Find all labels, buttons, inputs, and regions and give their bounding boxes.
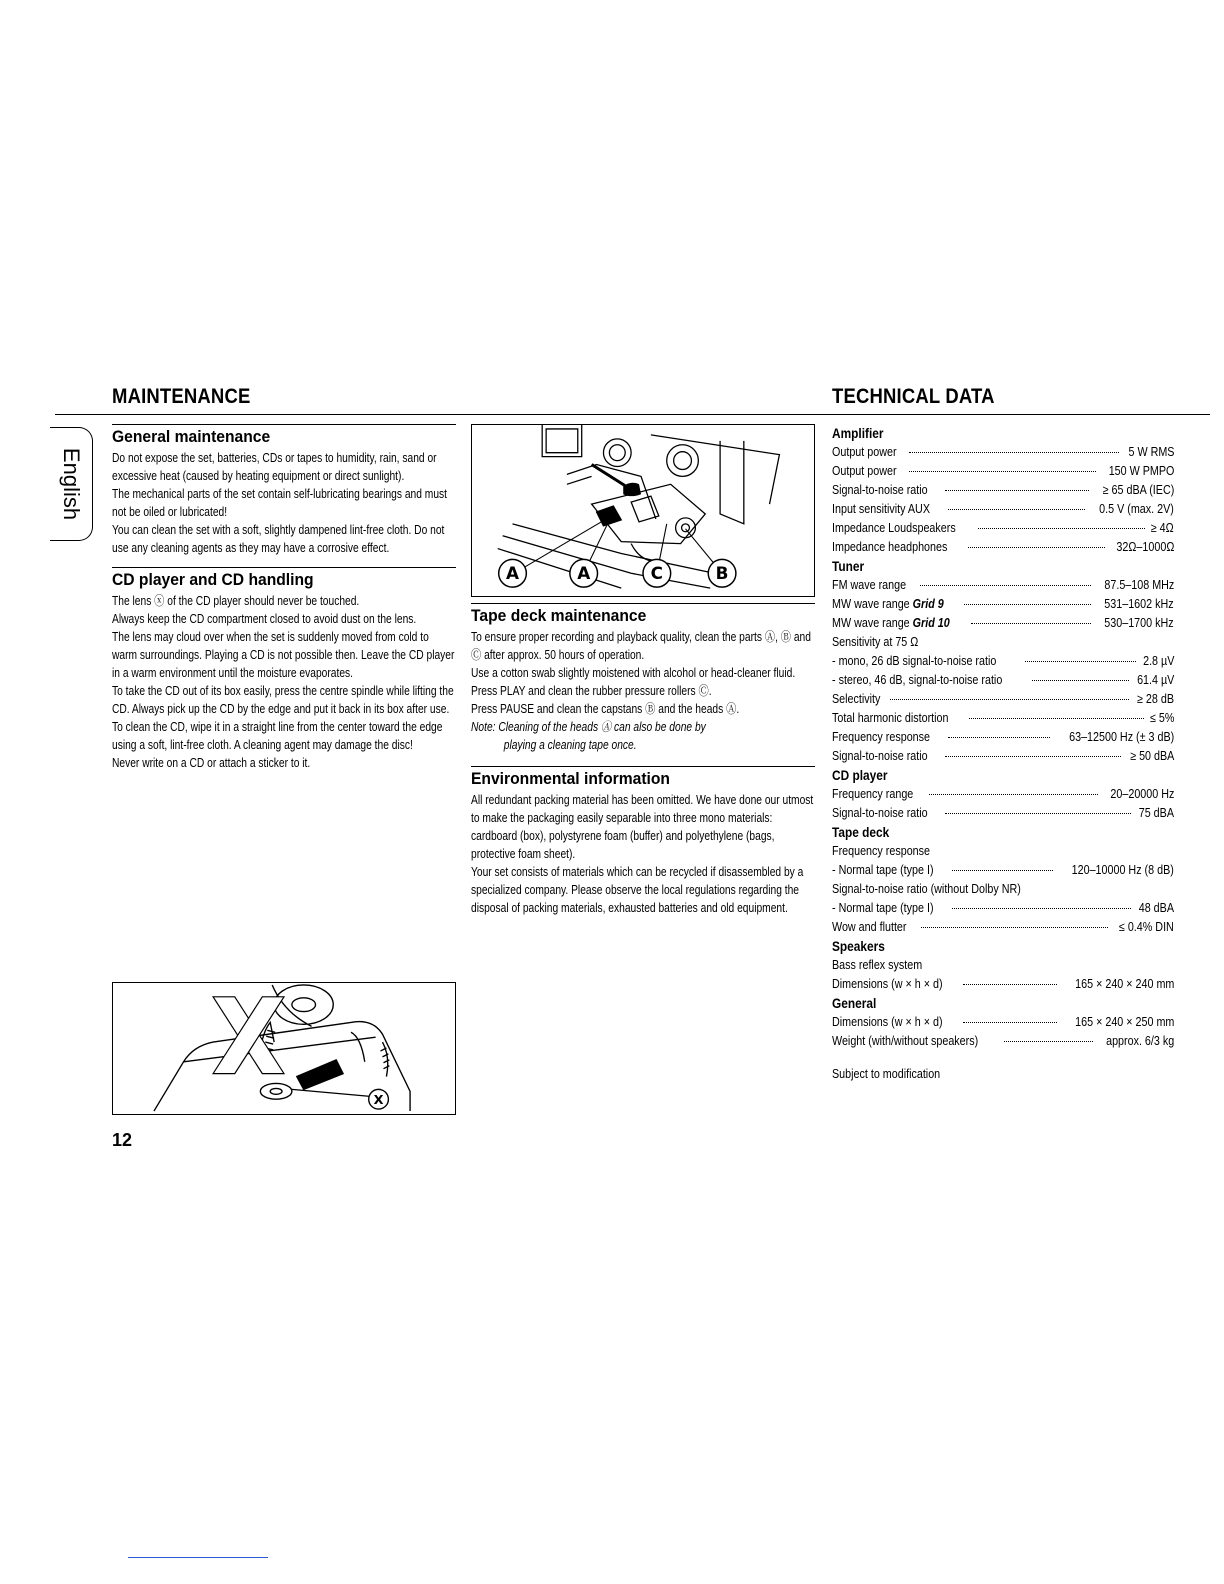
spec-label: Input sensitivity AUX (832, 502, 930, 516)
environmental-section (471, 766, 815, 917)
spec-text (832, 633, 1174, 652)
language-tab-label: English (59, 447, 84, 521)
spec-label (832, 595, 944, 614)
spec-label: - Normal tape (type I) (832, 863, 934, 877)
spec-label: FM wave range (832, 578, 907, 592)
spec-label-grid: Grid 9 (912, 597, 944, 611)
spec-label-grid: Grid 10 (912, 616, 950, 630)
spec-row (832, 918, 1174, 937)
spec-value: 150 W PMPO (1108, 464, 1174, 478)
spec-label: - Normal tape (type I) (832, 901, 934, 915)
section-rule (112, 567, 456, 568)
spec-value: 120–10000 Hz (8 dB) (1071, 863, 1174, 877)
section-title: Environmental information (471, 769, 670, 788)
maintenance-heading: MAINTENANCE (112, 385, 251, 408)
spec-value: 531–1602 kHz (1104, 597, 1174, 611)
spec-value: ≤ 0.4% DIN (1119, 920, 1174, 934)
spec-row (832, 462, 1174, 481)
cd-lens-illustration (112, 982, 456, 1115)
spec-text-content: Bass reflex system (832, 958, 923, 972)
spec-value: 5 W RMS (1128, 445, 1174, 459)
cd-lens-callout: X (373, 1093, 384, 1109)
spec-value: 530–1700 kHz (1104, 616, 1174, 630)
spec-label: Frequency range (832, 787, 914, 801)
spec-value: 165 × 240 × 250 mm (1074, 1015, 1174, 1029)
spec-group-title: Tuner (832, 559, 865, 574)
spec-group-title: CD player (832, 768, 888, 783)
paragraph: The mechanical parts of the set contain self-lubricating bearings and must not be oiled or lubricated! (112, 487, 448, 519)
section-rule (471, 766, 815, 767)
leader-dots (890, 699, 1129, 700)
spec-row (832, 1013, 1174, 1032)
technical-data-heading: TECHNICAL DATA (832, 385, 995, 408)
leader-dots (920, 585, 1091, 586)
spec-row (832, 785, 1174, 804)
spec-group-title: Tape deck (832, 825, 890, 840)
leader-dots (909, 452, 1118, 453)
paragraph: Never write on a CD or attach a sticker to it. (112, 756, 311, 770)
leader-dots (948, 509, 1085, 510)
section-rule (112, 424, 456, 425)
leader-dots (969, 718, 1143, 719)
spec-value: ≥ 28 dB (1137, 692, 1174, 706)
spec-row (832, 728, 1174, 747)
leader-dots (952, 870, 1053, 871)
spec-row (832, 500, 1174, 519)
callout-c: C (650, 563, 664, 584)
spec-label: - mono, 26 dB signal-to-noise ratio (832, 654, 997, 668)
paragraph: Press PAUSE and clean the capstans Ⓑ and the heads Ⓐ. (471, 702, 740, 716)
tape-deck-illustration (471, 424, 815, 597)
tape-deck-drawing (472, 425, 814, 596)
section-title: General maintenance (112, 427, 271, 446)
spec-label (832, 614, 950, 633)
language-tab (50, 427, 93, 541)
spec-value: 2.8 µV (1142, 654, 1174, 668)
leader-dots (921, 927, 1109, 928)
section-title: Tape deck maintenance (471, 606, 647, 625)
footer-rule (128, 1557, 268, 1558)
paragraph: The lens ⓧ of the CD player should never be touched. (112, 594, 360, 608)
spec-text-content: Signal-to-noise ratio (without Dolby NR) (832, 882, 1021, 896)
spec-group-title: General (832, 996, 877, 1011)
spec-value: ≥ 65 dBA (IEC) (1102, 483, 1174, 497)
leader-dots (1032, 680, 1129, 681)
spec-row (832, 899, 1174, 918)
callout-b: B (715, 563, 729, 584)
spec-label: Signal-to-noise ratio (832, 806, 928, 820)
spec-label: Output power (832, 445, 897, 459)
spec-value: 61.4 µV (1136, 673, 1174, 687)
column-middle (471, 424, 815, 917)
spec-value: 48 dBA (1138, 901, 1174, 915)
general-maintenance-section (112, 424, 456, 557)
note-line: Note: Cleaning of the heads Ⓐ can also be done by (471, 720, 706, 734)
spec-label: Signal-to-noise ratio (832, 749, 928, 763)
paragraph: To ensure proper recording and playback quality, clean the parts Ⓐ, Ⓑ and Ⓒ after approx. 50 hours of operation. (471, 630, 811, 662)
spec-value: ≤ 5% (1149, 711, 1174, 725)
spec-row (832, 538, 1174, 557)
spec-value: 32Ω–1000Ω (1116, 540, 1174, 554)
spec-label: Selectivity (832, 692, 881, 706)
spec-row (832, 975, 1174, 994)
spec-value: ≥ 50 dBA (1129, 749, 1174, 763)
spec-row (832, 690, 1174, 709)
spec-group-title: Speakers (832, 939, 885, 954)
spec-text (832, 842, 1174, 861)
spec-label: Signal-to-noise ratio (832, 483, 928, 497)
leader-dots (968, 547, 1105, 548)
cd-lens-drawing (113, 983, 455, 1114)
spec-text (832, 880, 1174, 899)
leader-dots (929, 794, 1098, 795)
section-title: CD player and CD handling (112, 570, 314, 589)
spec-row (832, 443, 1174, 462)
cd-handling-section (112, 567, 456, 772)
paragraph: Do not expose the set, batteries, CDs or tapes to humidity, rain, sand or excessive heat (caused by heating equipment or direct sunlight). (112, 451, 437, 483)
spec-text (832, 956, 1174, 975)
spec-label: Impedance headphones (832, 540, 948, 554)
spec-row (832, 1032, 1174, 1051)
spec-row (832, 614, 1174, 633)
subject-to-modification: Subject to modification (832, 1067, 941, 1081)
top-rule (55, 414, 1210, 415)
spec-value: 0.5 V (max. 2V) (1099, 502, 1174, 516)
spec-label-text: MW wave range (832, 597, 910, 611)
spec-value: 63–12500 Hz (± 3 dB) (1068, 730, 1174, 744)
leader-dots (948, 737, 1050, 738)
section-rule (471, 603, 815, 604)
paragraph: All redundant packing material has been omitted. We have done our utmost to make the packaging easily separable into three mono materials: cardboard (box), polystyrene foam (buffer) and polyethylene (bags, protective foam sheet). (471, 793, 814, 861)
spec-row (832, 652, 1174, 671)
leader-dots (978, 528, 1146, 529)
spec-row (832, 481, 1174, 500)
column-left (112, 424, 456, 772)
spec-row (832, 747, 1174, 766)
spec-value: 87.5–108 MHz (1104, 578, 1174, 592)
paragraph: The lens may cloud over when the set is suddenly moved from cold to warm surroundings. Playing a CD is not possible then. Leave the CD player in a warm environment until the moisture evaporates. (112, 630, 455, 680)
paragraph: Use a cotton swab slightly moistened with alcohol or head-cleaner fluid. (471, 666, 796, 680)
spec-row (832, 861, 1174, 880)
spec-label-text: MW wave range (832, 616, 910, 630)
spec-value: ≥ 4Ω (1151, 521, 1174, 535)
paragraph: Always keep the CD compartment closed to avoid dust on the lens. (112, 612, 417, 626)
technical-data-column (832, 424, 1174, 1051)
note-line: playing a cleaning tape once. (503, 738, 637, 752)
paragraph: You can clean the set with a soft, slightly dampened lint-free cloth. Do not use any cleaning agents as they may have a corrosive effect. (112, 523, 445, 555)
spec-label: Frequency response (832, 730, 930, 744)
spec-label: Weight (with/without speakers) (832, 1034, 979, 1048)
leader-dots (1004, 1041, 1093, 1042)
leader-dots (945, 490, 1089, 491)
spec-label: - stereo, 46 dB, signal-to-noise ratio (832, 673, 1003, 687)
callout-a: A (577, 563, 591, 584)
spec-value: 20–20000 Hz (1110, 787, 1174, 801)
leader-dots (964, 604, 1091, 605)
spec-value: 75 dBA (1138, 806, 1174, 820)
tape-deck-maintenance-section (471, 603, 815, 754)
spec-label: Wow and flutter (832, 920, 907, 934)
spec-row (832, 576, 1174, 595)
spec-label: Output power (832, 464, 897, 478)
paragraph: To take the CD out of its box easily, press the centre spindle while lifting the CD. Always pick up the CD by the edge and put it back in its box after use. (112, 684, 454, 716)
spec-label: Dimensions (w × h × d) (832, 977, 943, 991)
spec-value: 165 × 240 × 240 mm (1074, 977, 1174, 991)
leader-dots (963, 984, 1057, 985)
paragraph: Your set consists of materials which can be recycled if disassembled by a specialized company. Please observe the local regulations regarding the disposal of packing materials, exhausted batteries and old equipment. (471, 865, 804, 915)
leader-dots (963, 1022, 1057, 1023)
leader-dots (945, 756, 1120, 757)
spec-row (832, 519, 1174, 538)
spec-text-content: Sensitivity at 75 Ω (832, 635, 919, 649)
spec-label: Impedance Loudspeakers (832, 521, 956, 535)
leader-dots (1025, 661, 1136, 662)
callout-a: A (506, 563, 520, 584)
leader-dots (909, 471, 1096, 472)
page-number: 12 (112, 1130, 133, 1150)
spec-text-content: Frequency response (832, 844, 930, 858)
spec-row (832, 709, 1174, 728)
leader-dots (971, 623, 1092, 624)
leader-dots (952, 908, 1131, 909)
spec-row (832, 671, 1174, 690)
paragraph: To clean the CD, wipe it in a straight line from the center toward the edge using a soft, lint-free cloth. A cleaning agent may damage the disc! (112, 720, 443, 752)
spec-group-title: Amplifier (832, 426, 884, 441)
paragraph: Press PLAY and clean the rubber pressure rollers Ⓒ. (471, 684, 712, 698)
spec-label: Total harmonic distortion (832, 711, 949, 725)
spec-value: approx. 6/3 kg (1105, 1034, 1174, 1048)
leader-dots (945, 813, 1131, 814)
spec-row (832, 804, 1174, 823)
spec-row (832, 595, 1174, 614)
spec-label: Dimensions (w × h × d) (832, 1015, 943, 1029)
